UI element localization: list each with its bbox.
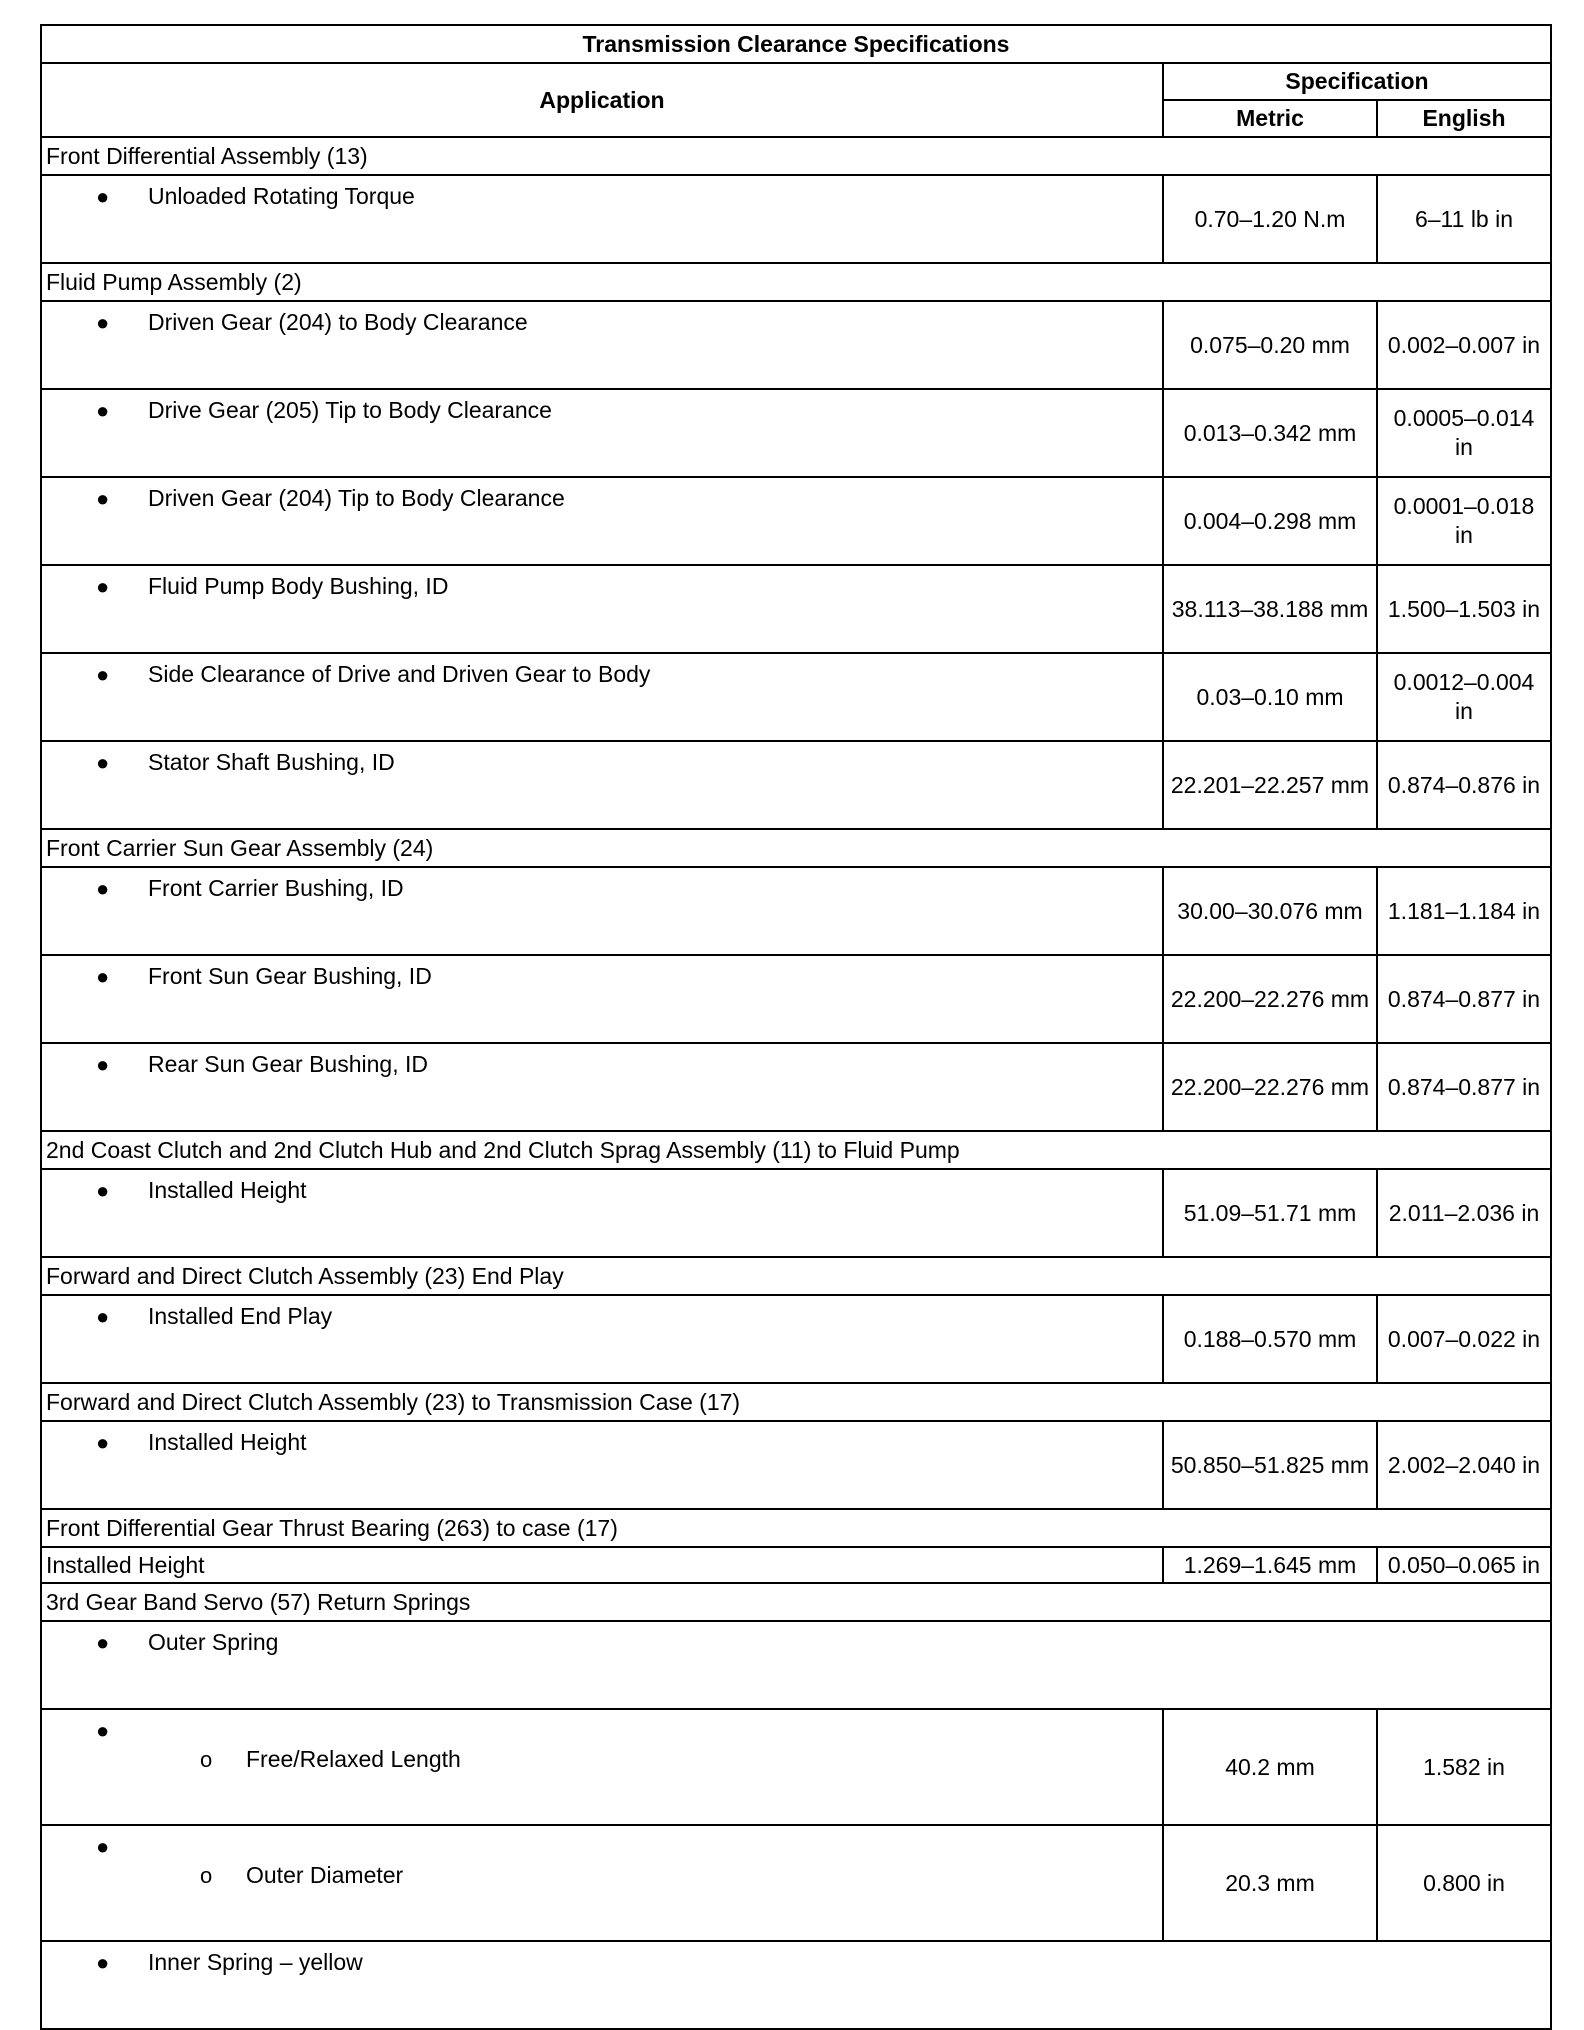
metric-value: 22.201–22.257 mm	[1163, 741, 1377, 829]
item-label: Outer Diameter	[246, 1862, 404, 1888]
metric-value: 22.200–22.276 mm	[1163, 955, 1377, 1043]
application-cell	[41, 1941, 1551, 2029]
table-row	[41, 301, 1551, 389]
table-row	[41, 1621, 1551, 1709]
table-row	[41, 1421, 1551, 1509]
table-row	[41, 741, 1551, 829]
bullet-icon: ●	[96, 1052, 110, 1077]
english-value: 0.007–0.022 in	[1377, 1295, 1551, 1383]
section-label: Front Differential Assembly (13)	[41, 137, 1551, 175]
spec-table	[40, 24, 1552, 2030]
table-row	[41, 1825, 1551, 1941]
item-label: Driven Gear (204) to Body Clearance	[148, 309, 528, 335]
english-value: 0.874–0.877 in	[1377, 1043, 1551, 1131]
bullet-icon: ●	[96, 1834, 110, 1859]
metric-value: 30.00–30.076 mm	[1163, 867, 1377, 955]
metric-value: 51.09–51.71 mm	[1163, 1169, 1377, 1257]
metric-value: 22.200–22.276 mm	[1163, 1043, 1377, 1131]
metric-value: 0.03–0.10 mm	[1163, 653, 1377, 741]
table-row	[41, 1941, 1551, 2029]
table-row	[41, 1547, 1551, 1583]
item-label: Front Sun Gear Bushing, ID	[148, 963, 432, 989]
item-label: Rear Sun Gear Bushing, ID	[148, 1051, 428, 1077]
section-row	[41, 137, 1551, 175]
item-label: Free/Relaxed Length	[246, 1746, 461, 1772]
application-cell	[41, 175, 1163, 263]
table-row	[41, 389, 1551, 477]
metric-value: 0.188–0.570 mm	[1163, 1295, 1377, 1383]
table-row	[41, 1295, 1551, 1383]
application-cell	[41, 389, 1163, 477]
english-value: 0.874–0.876 in	[1377, 741, 1551, 829]
bullet-icon: ●	[96, 1178, 110, 1203]
metric-value: 0.004–0.298 mm	[1163, 477, 1377, 565]
table-row	[41, 955, 1551, 1043]
section-row	[41, 1509, 1551, 1547]
english-value: 1.500–1.503 in	[1377, 565, 1551, 653]
bullet-icon: ●	[96, 1430, 110, 1455]
sub-bullet-icon: o	[200, 1863, 213, 1888]
english-value: 0.050–0.065 in	[1377, 1547, 1551, 1583]
section-label: Forward and Direct Clutch Assembly (23) to Transmission Case (17)	[41, 1383, 1551, 1421]
section-row	[41, 1257, 1551, 1295]
section-row	[41, 1131, 1551, 1169]
english-value: 0.0001–0.018 in	[1377, 477, 1551, 565]
application-cell	[41, 477, 1163, 565]
bullet-icon: ●	[96, 1630, 110, 1655]
bullet-icon: ●	[96, 184, 110, 209]
item-label: Outer Spring	[148, 1629, 279, 1655]
table-row	[41, 653, 1551, 741]
application-cell	[41, 653, 1163, 741]
table-title: Transmission Clearance Specifications	[41, 25, 1551, 63]
item-label: Unloaded Rotating Torque	[148, 183, 415, 209]
application-cell	[41, 867, 1163, 955]
item-label: Installed End Play	[148, 1303, 333, 1329]
bullet-icon: ●	[96, 574, 110, 599]
english-value: 1.582 in	[1377, 1709, 1551, 1825]
english-value: 0.800 in	[1377, 1825, 1551, 1941]
metric-value: 20.3 mm	[1163, 1825, 1377, 1941]
section-label: Front Differential Gear Thrust Bearing (263) to case (17)	[41, 1509, 1551, 1547]
bullet-icon: ●	[96, 398, 110, 423]
table-row	[41, 1709, 1551, 1825]
bullet-icon: ●	[96, 750, 110, 775]
application-cell	[41, 565, 1163, 653]
specification-header: Specification	[1163, 63, 1551, 100]
metric-value: 0.013–0.342 mm	[1163, 389, 1377, 477]
bullet-icon: ●	[96, 1304, 110, 1329]
item-label: Drive Gear (205) Tip to Body Clearance	[148, 397, 552, 423]
application-cell	[41, 1421, 1163, 1509]
bullet-icon: ●	[96, 876, 110, 901]
english-value: 2.011–2.036 in	[1377, 1169, 1551, 1257]
application-cell	[41, 741, 1163, 829]
metric-header: Metric	[1163, 100, 1377, 137]
english-value: 2.002–2.040 in	[1377, 1421, 1551, 1509]
metric-value: 0.70–1.20 N.m	[1163, 175, 1377, 263]
application-cell	[41, 1709, 1163, 1825]
application-cell	[41, 1621, 1551, 1709]
section-row	[41, 263, 1551, 301]
metric-value: 1.269–1.645 mm	[1163, 1547, 1377, 1583]
metric-value: 0.075–0.20 mm	[1163, 301, 1377, 389]
section-label: 2nd Coast Clutch and 2nd Clutch Hub and 2nd Clutch Sprag Assembly (11) to Fluid Pump	[41, 1131, 1551, 1169]
section-label: Front Carrier Sun Gear Assembly (24)	[41, 829, 1551, 867]
section-row	[41, 1383, 1551, 1421]
english-value: 1.181–1.184 in	[1377, 867, 1551, 955]
section-row	[41, 829, 1551, 867]
item-label: Driven Gear (204) Tip to Body Clearance	[148, 485, 565, 511]
english-value: 0.0012–0.004 in	[1377, 653, 1551, 741]
table-row	[41, 1043, 1551, 1131]
english-value: 0.002–0.007 in	[1377, 301, 1551, 389]
item-label: Installed Height	[148, 1177, 307, 1203]
bullet-icon: ●	[96, 1950, 110, 1975]
item-label: Front Carrier Bushing, ID	[148, 875, 404, 901]
item-label: Inner Spring – yellow	[148, 1949, 363, 1975]
bullet-icon: ●	[96, 486, 110, 511]
bullet-icon: ●	[96, 1718, 110, 1743]
application-cell	[41, 1043, 1163, 1131]
item-label: Installed Height	[148, 1429, 307, 1455]
application-cell	[41, 955, 1163, 1043]
table-row	[41, 1169, 1551, 1257]
item-label: Stator Shaft Bushing, ID	[148, 749, 395, 775]
application-cell	[41, 1169, 1163, 1257]
english-value: 0.0005–0.014 in	[1377, 389, 1551, 477]
sub-bullet-icon: o	[200, 1747, 213, 1772]
section-label: 3rd Gear Band Servo (57) Return Springs	[41, 1583, 1551, 1621]
table-row	[41, 565, 1551, 653]
section-label: Fluid Pump Assembly (2)	[41, 263, 1551, 301]
bullet-icon: ●	[96, 964, 110, 989]
item-label: Installed Height	[41, 1547, 1163, 1583]
item-label: Fluid Pump Body Bushing, ID	[148, 573, 449, 599]
bullet-icon: ●	[96, 310, 110, 335]
metric-value: 38.113–38.188 mm	[1163, 565, 1377, 653]
section-label: Forward and Direct Clutch Assembly (23) End Play	[41, 1257, 1551, 1295]
spec-body	[41, 137, 1551, 2029]
application-cell	[41, 1825, 1163, 1941]
english-header: English	[1377, 100, 1551, 137]
application-header: Application	[41, 63, 1163, 137]
english-value: 0.874–0.877 in	[1377, 955, 1551, 1043]
english-value: 6–11 lb in	[1377, 175, 1551, 263]
table-row	[41, 867, 1551, 955]
section-row	[41, 1583, 1551, 1621]
application-cell	[41, 301, 1163, 389]
table-row	[41, 175, 1551, 263]
table-row	[41, 477, 1551, 565]
metric-value: 50.850–51.825 mm	[1163, 1421, 1377, 1509]
bullet-icon: ●	[96, 662, 110, 687]
metric-value: 40.2 mm	[1163, 1709, 1377, 1825]
application-cell	[41, 1295, 1163, 1383]
item-label: Side Clearance of Drive and Driven Gear to Body	[148, 661, 651, 687]
